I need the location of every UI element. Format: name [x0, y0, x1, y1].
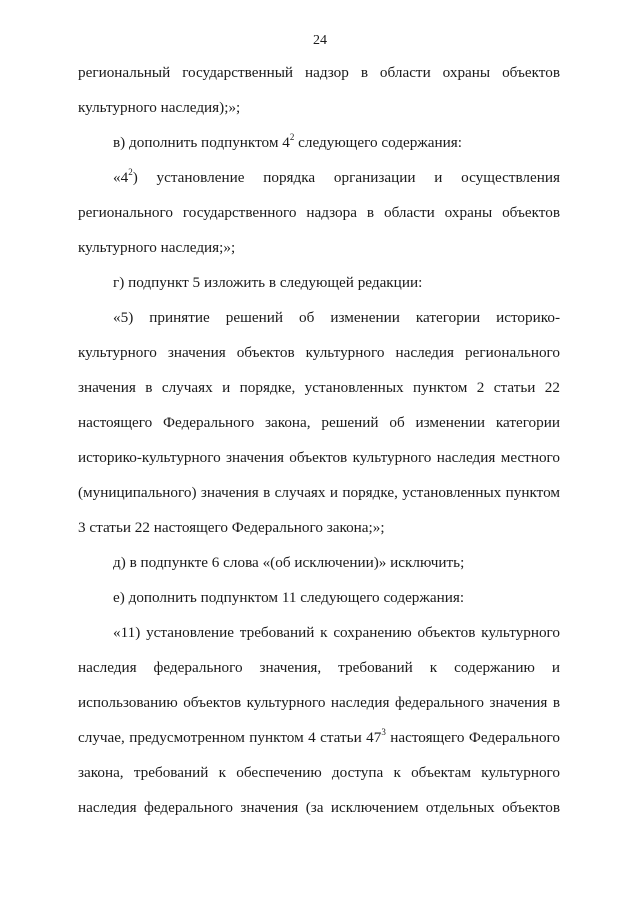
text-line: культурного наследия);»; [78, 99, 241, 116]
text-line: 3 статьи 22 настоящего Федерального закона;»; [78, 519, 385, 536]
text-line: «11) установление требований к сохранению объектов культурного [113, 624, 560, 641]
page-number: 24 [313, 33, 327, 48]
text-line: «$4^2$) установление порядка организации и осуществления [113, 166, 560, 186]
text-line: е) дополнить подпунктом 11 следующего содержания: [113, 589, 465, 606]
text-line: случае, предусмотренном пунктом 4 статьи $47^3$ настоящего Федерального [78, 726, 560, 746]
text-line: региональный государственный надзор в области охраны объектов [78, 64, 560, 81]
text-line: «5) принятие решений об изменении категории историко- [113, 309, 560, 326]
text-line: наследия федерального значения, требований к содержанию и [78, 659, 560, 676]
text-line: в) дополнить подпунктом $4^2$ следующего содержания: [113, 131, 462, 151]
text-line: д) в подпункте 6 слова «(об исключении)» исключить; [113, 554, 465, 571]
text-line: (муниципального) значения в случаях и порядке, установленных пунктом [78, 484, 560, 501]
text-line: регионального государственного надзора в области охраны объектов [78, 204, 560, 221]
text-line: г) подпункт 5 изложить в следующей редакции: [113, 274, 423, 291]
text-line: историко-культурного значения объектов культурного наследия местного [78, 449, 560, 466]
text-line: значения в случаях и порядке, установленных пунктом 2 статьи 22 [78, 379, 560, 396]
text-line: культурного наследия;»; [78, 239, 236, 256]
text-line: культурного значения объектов культурного наследия регионального [78, 344, 560, 361]
text-line: наследия федерального значения (за исключением отдельных объектов [78, 799, 560, 816]
text-line: закона, требований к обеспечению доступа к объектам культурного [78, 764, 560, 781]
text-line: настоящего Федерального закона, решений об изменении категории [78, 414, 560, 431]
text-line: использованию объектов культурного наследия федерального значения в [78, 694, 560, 711]
